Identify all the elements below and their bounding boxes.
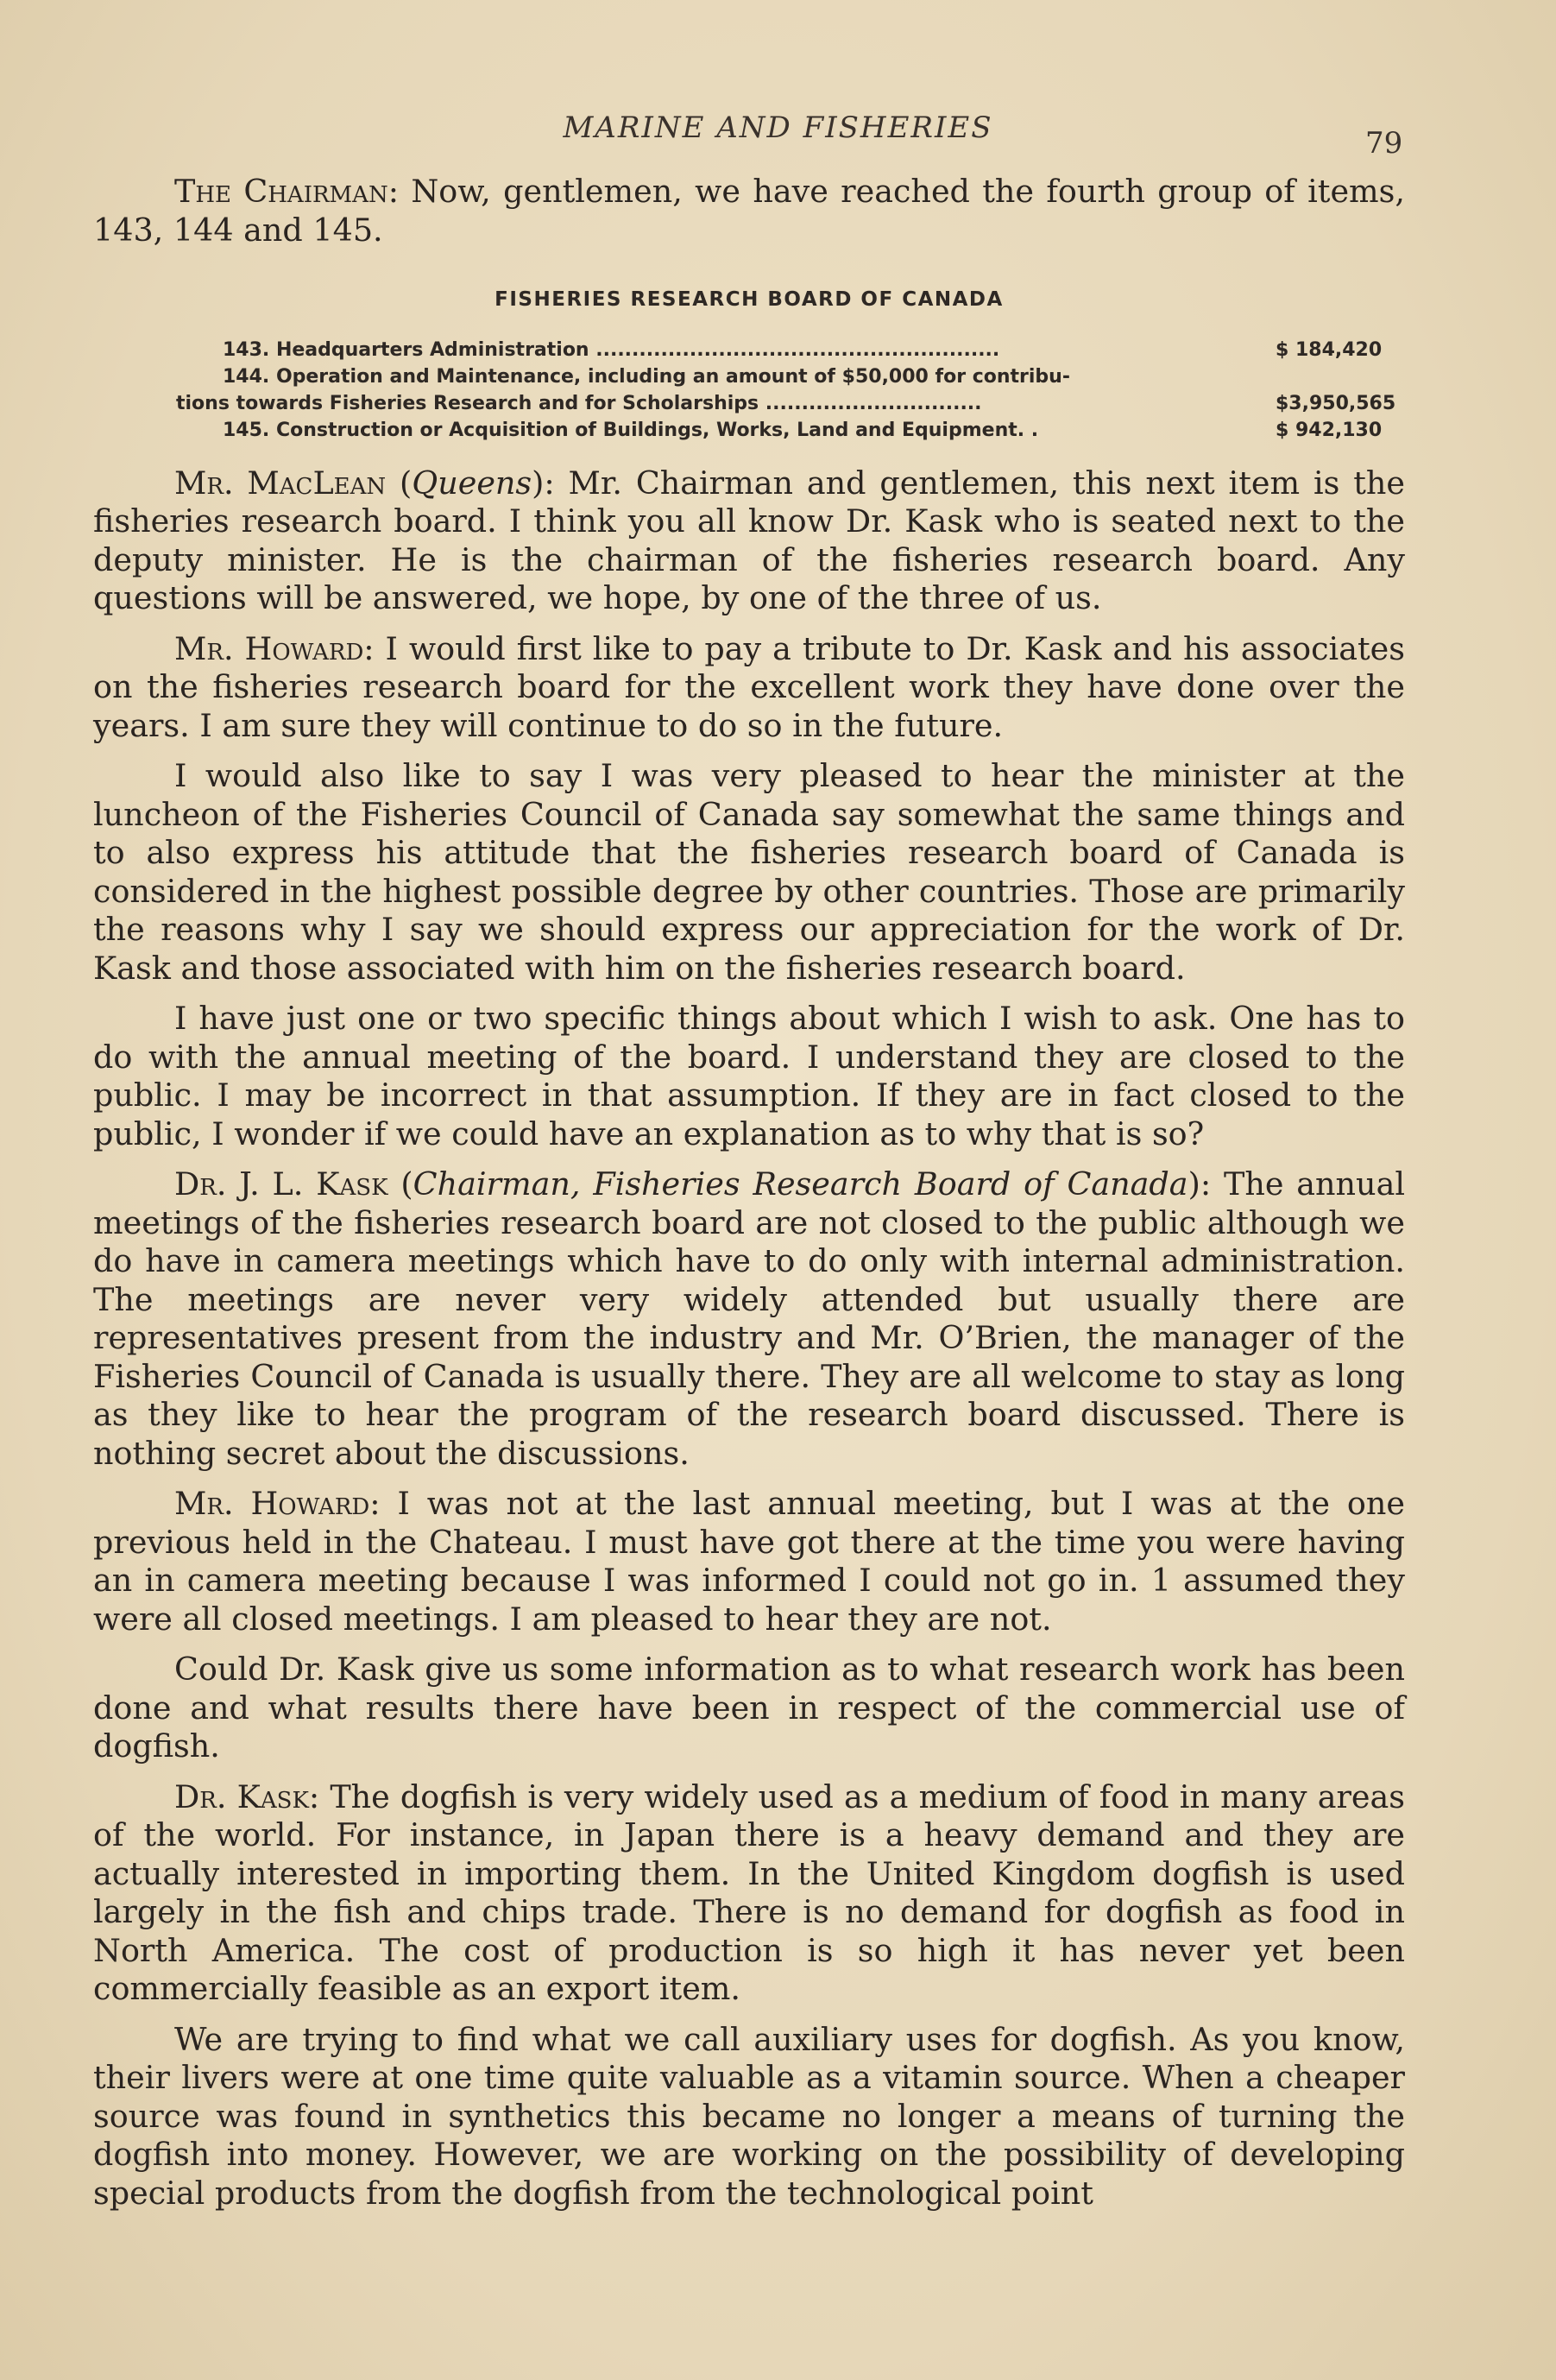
speaker-name: The Chairman: [174, 173, 388, 210]
speaker-name: Mr. Howard: [174, 629, 364, 667]
paragraph-text: : Now, gentlemen, we have reached the fourth group of items, 143, 144 and 145.: [93, 173, 1405, 249]
paragraph-text: Could Dr. Kask give us some information as to what research work has been done and what results there have been in respect of the commercial use of dogfish.: [93, 1651, 1405, 1764]
speaker-name: Dr. J. L. Kask: [174, 1165, 388, 1203]
estimate-label: tions towards Fisheries Research and for Scholarships ..............................: [176, 392, 982, 414]
estimate-amount: $3,950,565: [1276, 392, 1396, 414]
speaker-riding: Chairman, Fisheries Research Board of Canada: [413, 1165, 1188, 1203]
paragraph: [93, 1000, 1405, 1153]
estimate-label: 145. Construction or Acquisition of Buildings, Works, Land and Equipment. .: [223, 419, 1039, 441]
paragraph: Mr. MacLean (Queens): Mr. Chairman and gentlemen, this next item is the fisheries research board. I think you all know Dr. Kask who is seated next to the deputy minister. He is the chairman of the fisheries research board. Any questions will be answered, we hope, by one of the three of us.: [93, 464, 1405, 616]
estimate-item: [93, 390, 1405, 417]
paragraph: [93, 757, 1405, 988]
paragraph: [93, 1778, 1405, 2009]
estimate-label: 144. Operation and Maintenance, including an amount of $50,000 for contribu-: [223, 365, 1070, 388]
paragraph-text: I have just one or two specific things about which I wish to ask. One has to do with the annual meeting of the board. I understand they are closed to the public. I may be incorrect in that assumption. If they are in fact closed to the public, I wonder if we could have an explanation as to why that is so?: [93, 1000, 1405, 1152]
paragraph: [93, 630, 1405, 746]
page-body: [93, 173, 1405, 2225]
paragraph: [93, 1651, 1405, 1766]
estimate-label: 143. Headquarters Administration ........................................................: [223, 338, 1000, 361]
speaker-name: Mr. Howard: [174, 1485, 370, 1522]
paragraph-text: : I would first like to pay a tribute to Dr. Kask and his associates on the fisheries research board for the excellent work they have done over the years. I am sure they will continue to do so in the future.: [93, 629, 1405, 744]
paragraph-text: We are trying to find what we call auxiliary uses for dogfish. As you know, their livers were at one time quite valuable as a vitamin source. When a cheaper source was found in synthetics this became no longer a means of turning the dogfish into money. However, we are working on the possibility of developing special products from the dogfish from the technological point: [93, 2020, 1405, 2212]
running-title: MARINE AND FISHERIES: [563, 110, 993, 145]
intro-paragraph: [93, 173, 1405, 249]
speaker-name: Dr. Kask: [174, 1777, 309, 1815]
paragraph-text: : The dogfish is very widely used as a medium of food in many areas of the world. For instance, in Japan there is a heavy demand and they are actually interested in importing them. In the United Kingdom dogfish is used largely in the fish and chips trade. There is no demand for dogfish as food in North America. The cost of production is so high it has never yet been commercially feasible as an export item.: [93, 1777, 1405, 2007]
paragraph-text: : I was not at the last annual meeting, but I was at the one previous held in the Chateau. I must have got there at the time you were having an in camera meeting because I was informed I could not go in. 1 assumed they were all closed meetings. I am pleased to hear they are not.: [93, 1485, 1405, 1638]
paragraph-text: : Mr. Chairman and gentlemen, this next item is the fisheries research board. I think you all know Dr. Kask who is seated next to the deputy minister. He is the chairman of the fisheries research board. Any questions will be answered, we hope, by one of the three of us.: [93, 464, 1405, 616]
estimate-item: [93, 337, 1405, 363]
estimate-amount: $ 184,420: [1276, 338, 1383, 361]
section-heading: FISHERIES RESEARCH BOARD OF CANADA: [495, 288, 1004, 311]
page-number: 79: [1365, 126, 1403, 161]
paragraph: Dr. J. L. Kask (Chairman, Fisheries Research Board of Canada): The annual meetings of the fisheries research board are not closed to the public although we do have in camera meetings which have to do only with internal administration. The meetings are never very widely attended but usually there are representatives present from the industry and Mr. O’Brien, the manager of the Fisheries Council of Canada is usually there. They are all welcome to stay as long as they like to hear the program of the research board discussed. There is nothing secret about the discussions.: [93, 1165, 1405, 1472]
paragraph-text: I would also like to say I was very pleased to hear the minister at the luncheon of the Fisheries Council of Canada say somewhat the same things and to also express his attitude that the fisheries research board of Canada is considered in the highest possible degree by other countries. Those are primarily the reasons why I say we should express our appreciation for the work of Dr. Kask and those associated with him on the fisheries research board.: [93, 757, 1405, 987]
paragraph: [93, 2021, 1405, 2213]
speaker-riding: Queens: [412, 464, 532, 502]
estimate-item: [93, 417, 1405, 444]
speaker-name: Mr. MacLean: [174, 464, 387, 502]
estimate-item: [93, 363, 1405, 390]
paragraph-text: : The annual meetings of the fisheries research board are not closed to the public although we do have in camera meetings which have to do only with internal administration. The meetings are never very widely attended but usually there are representatives present from the industry and Mr. O’Brien, the manager of the Fisheries Council of Canada is usually there. They are all welcome to stay as long as they like to hear the program of the research board discussed. There is nothing secret about the discussions.: [93, 1165, 1405, 1472]
estimates-list: [93, 337, 1405, 444]
paragraph: [93, 1485, 1405, 1638]
estimate-amount: $ 942,130: [1276, 419, 1383, 441]
